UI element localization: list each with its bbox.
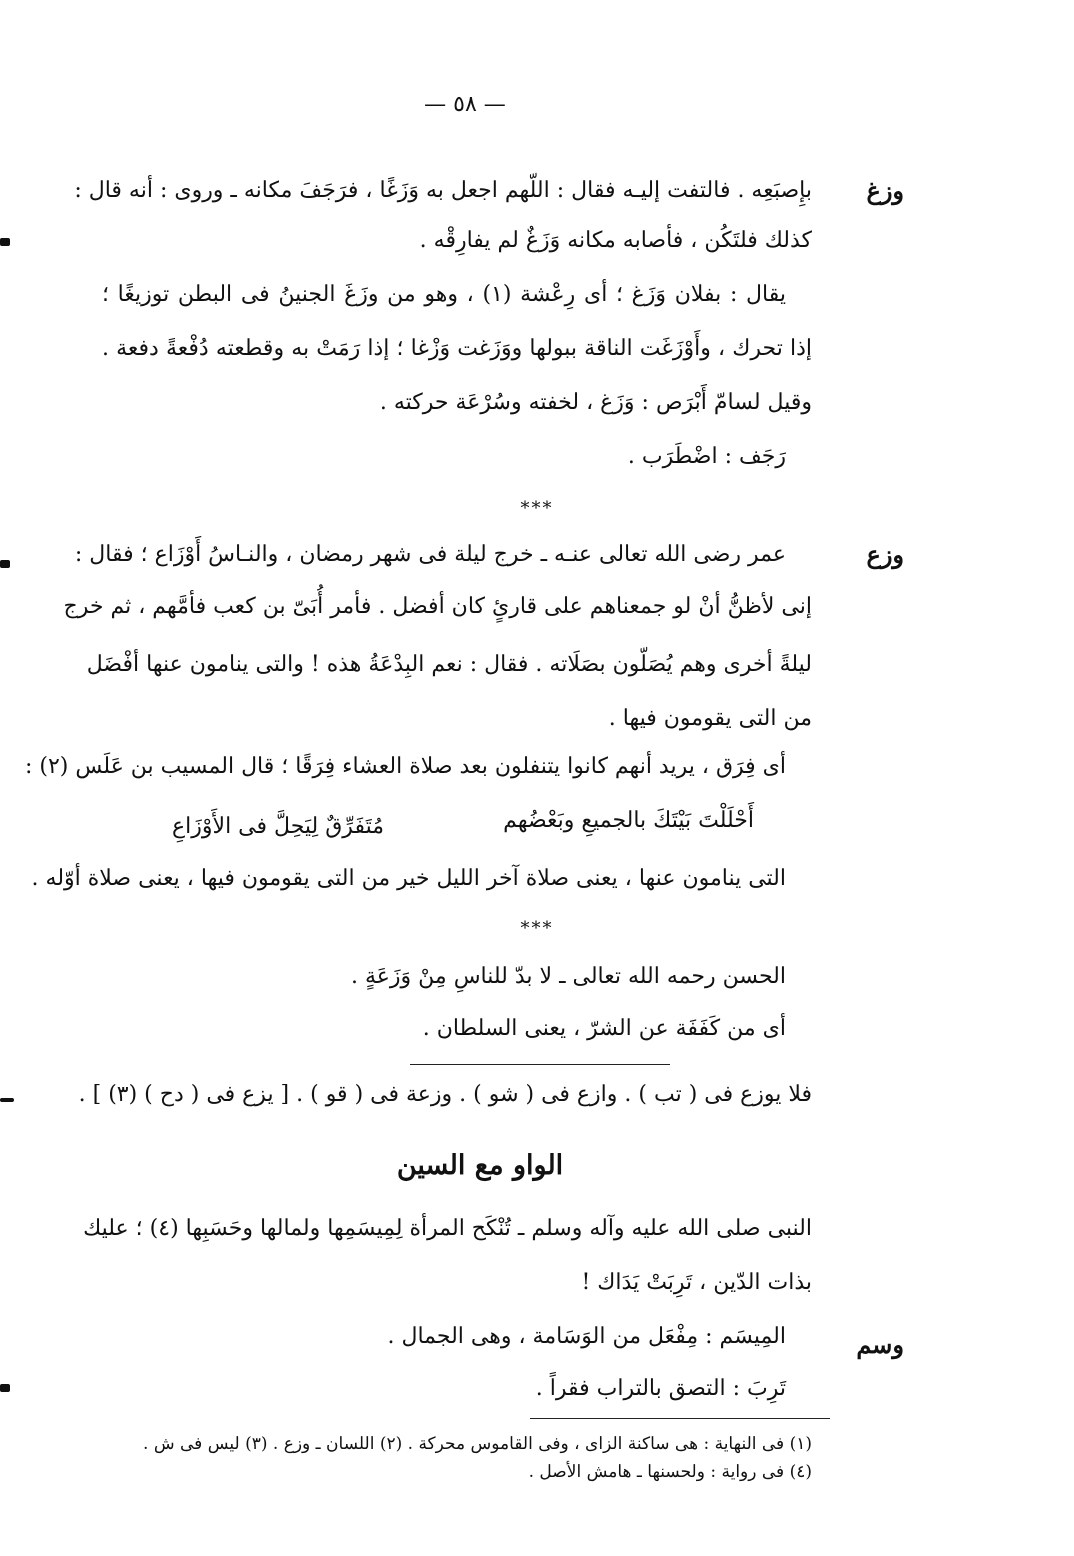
margin-head-waza: وزع (866, 540, 904, 569)
text-line: الحسن رحمه الله تعالى ـ لا بدّ للناسِ مِنْ وَزَعَةٍ . (351, 964, 786, 989)
text-line: إنى لأظنُّ أنْ لو جمعناهم على قارئٍ كان أفضل . فأمر أُبَىّ بن كعب فأمَّهم ، ثم خرج (63, 594, 812, 619)
text-line: المِيسَم : مِفْعَل من الوَسَامة ، وهى الجمال . (387, 1324, 786, 1349)
text-line: رَجَف : اضْطَرَب . (627, 444, 786, 469)
text-line: بإِصبَعِه . فالتفت إليـه فقال : اللّهم اجعل به وَزَغًا ، فرَجَفَ مكانه ـ وروى : أنه قال : (74, 178, 812, 203)
text-line: وقيل لسامّ أَبْرَص : وَزَغ ، لخفته وسُرْعَة حركته . (379, 390, 812, 415)
text-line: إذا تحرك ، وأَوْزَغَت الناقة ببولها ووَزَغت وَزْغا ؛ إذا رَمَتْ به وقطعته دُفْعةً دفعة . (102, 336, 812, 361)
text-line: يقال : بفلان وَزَغ ؛ أى رِعْشة (١) ، وهو من وزَغَ الجنينُ فى البطن توزيغًا ؛ (102, 282, 786, 307)
margin-head-wazagh: وزغ (866, 176, 904, 205)
footnote-rule (530, 1418, 830, 1419)
footnote-line: (٤) فى رواية : ولحسنها ـ هامش الأصل . (528, 1462, 812, 1482)
page-number: — ٥٨ — (424, 92, 506, 117)
text-line: أى من كَفَفَة عن الشرّ ، يعنى السلطان . (422, 1016, 786, 1041)
divider-rule (410, 1064, 670, 1065)
separator: *** (520, 918, 554, 939)
scan-edge-mark (0, 560, 10, 568)
cross-reference: فلا يوزع فى ( تب ) . وازع فى ( شو ) . وزعة فى ( قو ) . [ يزع فى ( دح ) (٣) ] . (78, 1082, 812, 1107)
text-line: أى فِرَق ، يريد أنهم كانوا يتنفلون بعد صلاة العشاء فِرَقًا ؛ قال المسيب بن عَلَس (٢) : (24, 754, 786, 779)
scan-edge-mark (0, 238, 10, 246)
text-line: ليلةً أخرى وهم يُصَلّون بصَلَاته . فقال : نعم البِدْعَةُ هذه ! والتى ينامون عنها أفْضَل (86, 652, 812, 677)
footnote-line: (١) فى النهاية : هى ساكنة الزاى ، وفى القاموس محركة . (٢) اللسان ـ وزع . (٣) ليس فى ش . (143, 1434, 812, 1454)
separator: *** (520, 498, 554, 519)
text-line: من التى يقومون فيها . (608, 706, 812, 731)
text-line: التى ينامون عنها ، يعنى صلاة آخر الليل خير من التى يقومون فيها ، يعنى صلاة أوّله . (31, 866, 786, 891)
text-line: بذات الدّين ، تَرِبَتْ يَدَاك ! (581, 1270, 812, 1295)
scan-edge-mark (0, 1098, 14, 1102)
text-line: تَرِبَ : التصق بالتراب فقراً . (535, 1376, 786, 1401)
verse-hemistich-2: مُتَفَرِّقٌ لِيَحِلَّ فى الأَوْزَاعِ (172, 814, 384, 839)
scan-edge-mark (0, 1384, 10, 1392)
text-line: عمر رضى الله تعالى عنـه ـ خرج ليلة فى شهر رمضان ، والنـاسُ أَوْزَاع ؛ فقال : (74, 542, 786, 567)
verse-hemistich-1: أَحْلَلْتَ بَيْتَكَ بالجميعِ وبَعْضُهم (503, 808, 754, 833)
text-line: كذلك فلتَكُن ، فأصابه مكانه وَزَغٌ لم يفارِقْه . (419, 228, 812, 253)
text-line: النبى صلى الله عليه وآله وسلم ـ تُنْكَح المرأة لِمِيسَمِها ولمالها وحَسَبِها (٤) ؛ عليك (83, 1216, 812, 1241)
margin-head-wasam: وسم (856, 1330, 904, 1359)
section-title: الواو مع السين (396, 1150, 564, 1181)
